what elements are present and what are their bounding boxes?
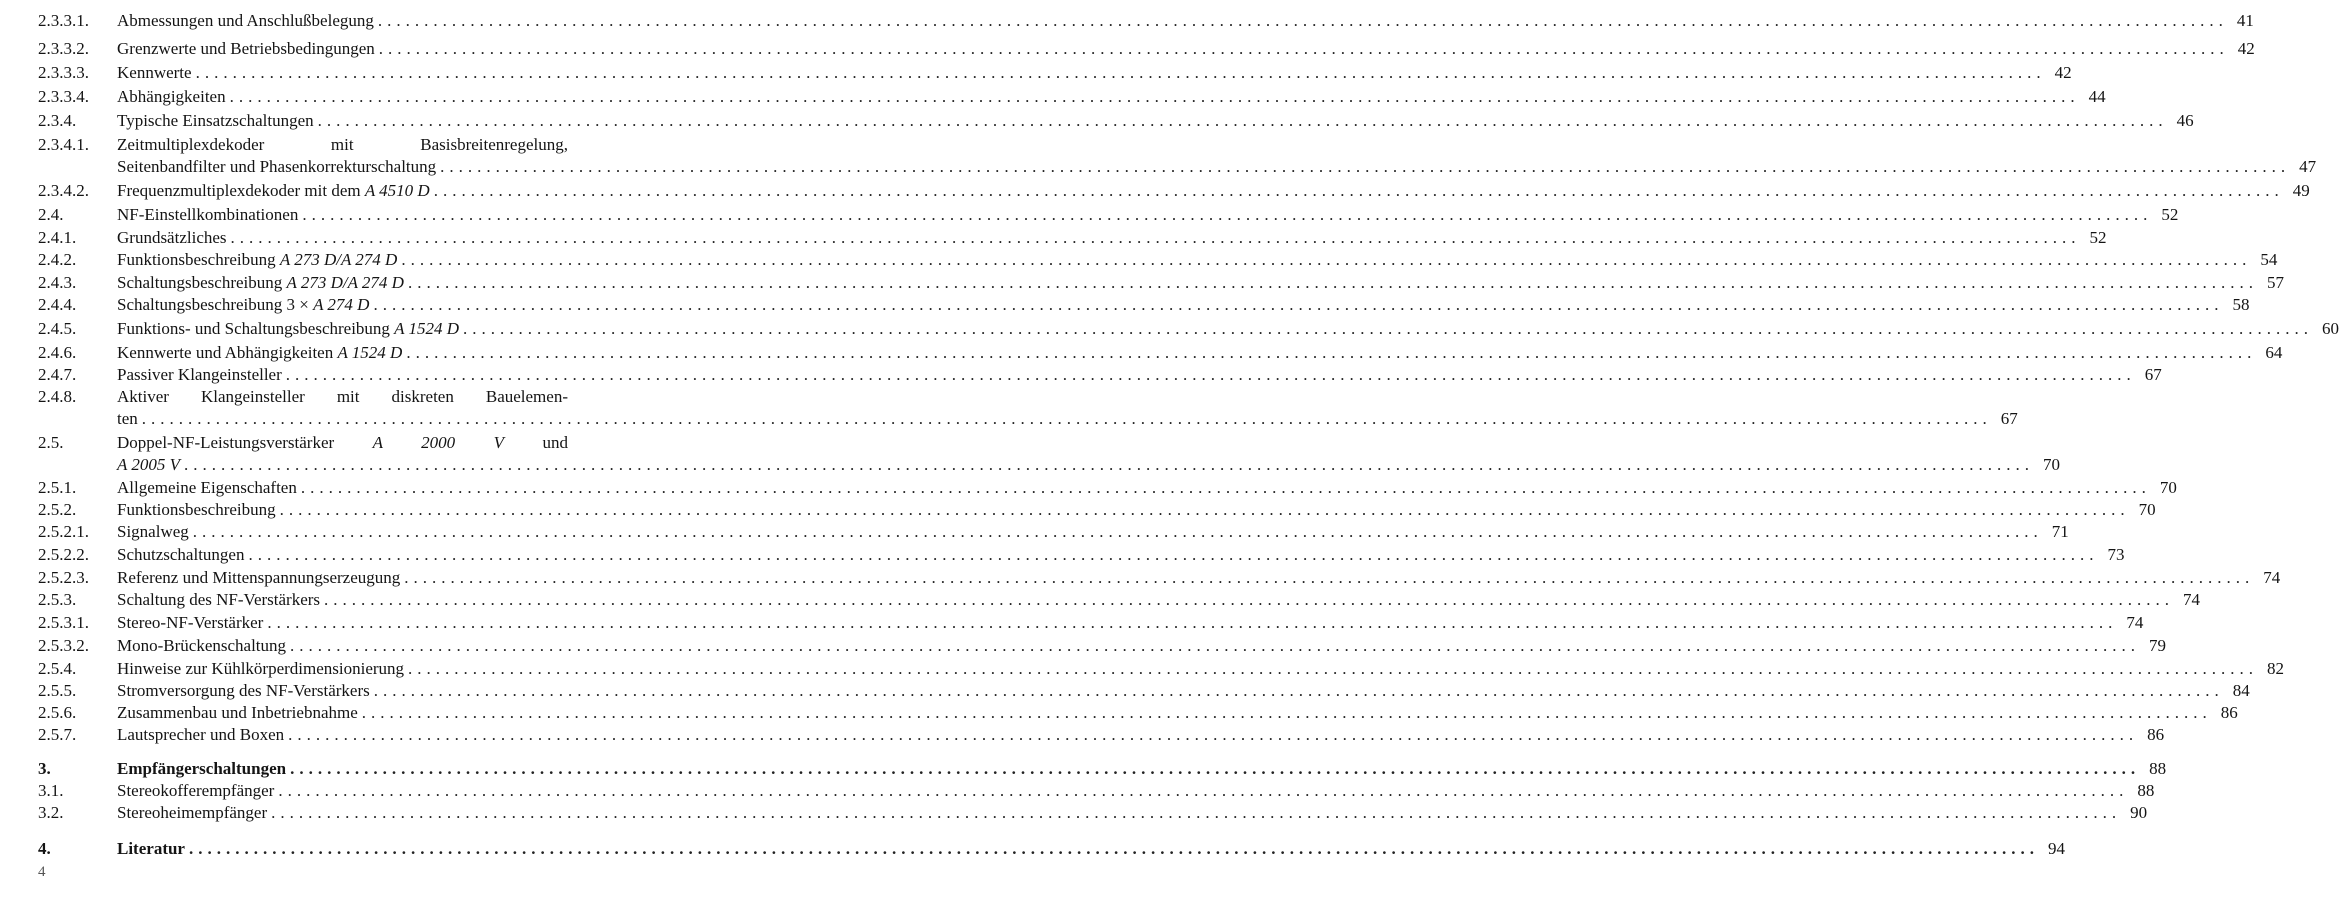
section-number: 2.3.4.2.	[38, 181, 89, 200]
page-number: 70	[2138, 500, 2156, 519]
page-number: 73	[2107, 545, 2125, 564]
page-number: 44	[2088, 87, 2106, 106]
page-number: 82	[2267, 659, 2285, 678]
leader-dots: ........................................................................................................................................................................................................	[407, 273, 2258, 292]
section-title: Stereo-NF-Verstärker	[117, 613, 264, 632]
leader-dots: ........................................................................................................................................................................................................	[267, 613, 2118, 632]
page-number: 90	[2130, 803, 2148, 822]
section-title: Lautsprecher und Boxen	[117, 725, 285, 744]
leader-dots: ........................................................................................................................................................................................................	[183, 455, 2034, 474]
page-number: 42	[2054, 63, 2072, 82]
section-number: 2.4.6.	[38, 343, 77, 362]
leader-dots: ........................................................................................................................................................................................................	[248, 545, 2099, 564]
page-number: 49	[2292, 181, 2310, 200]
leader-dots: ........................................................................................................................................................................................................	[288, 725, 2139, 744]
section-title: Grundsätzliches	[117, 228, 227, 247]
section-number: 3.	[38, 759, 51, 778]
section-title: Kennwerte und Abhängigkeiten A 1524 D	[117, 343, 403, 362]
leader-dots: ........................................................................................................................................................................................................	[188, 839, 2039, 858]
leader-dots: ........................................................................................................................................................................................................	[401, 250, 2252, 269]
section-title: Signalweg	[117, 522, 189, 541]
section-title: Kennwerte	[117, 63, 192, 82]
section-title: Empfängerschaltungen	[117, 759, 287, 778]
leader-dots: ........................................................................................................................................................................................................	[463, 319, 2314, 338]
section-title: Seitenbandfilter und Phasenkorrekturschaltung	[117, 157, 437, 176]
section-number: 2.5.7.	[38, 725, 77, 744]
section-title: Literatur	[117, 839, 185, 858]
page-number: 67	[2000, 409, 2018, 428]
section-number: 2.5.	[38, 433, 64, 452]
section-number: 2.5.6.	[38, 703, 77, 722]
section-number: 2.3.4.1.	[38, 135, 89, 154]
leader-dots: ........................................................................................................................................................................................................	[406, 343, 2257, 362]
section-title: Stereokofferempfänger	[117, 781, 275, 800]
page-number: 41	[2236, 11, 2254, 30]
section-number: 2.4.3.	[38, 273, 77, 292]
leader-dots: ........................................................................................................................................................................................................	[285, 365, 2136, 384]
leader-dots: ........................................................................................................................................................................................................	[230, 228, 2081, 247]
section-number: 2.5.2.	[38, 500, 77, 519]
section-number: 2.4.7.	[38, 365, 77, 384]
page-number: 74	[2263, 568, 2281, 587]
section-title: Hinweise zur Kühlkörperdimensionierung	[117, 659, 405, 678]
section-number: 2.4.4.	[38, 295, 77, 314]
section-title: Funktionsbeschreibung A 273 D/A 274 D	[117, 250, 398, 269]
page-number: 84	[2232, 681, 2250, 700]
section-title-line: Aktiver Klangeinsteller mit diskreten Bauelemen-	[117, 387, 568, 406]
section-title: Referenz und Mittenspannungserzeugung	[117, 568, 401, 587]
page-number: 71	[2051, 522, 2069, 541]
section-number: 2.3.3.3.	[38, 63, 89, 82]
page-number: 42	[2237, 39, 2255, 58]
section-number: 2.5.3.	[38, 590, 77, 609]
leader-dots: ........................................................................................................................................................................................................	[271, 803, 2122, 822]
page-number: 86	[2220, 703, 2238, 722]
leader-dots: ........................................................................................................................................................................................................	[141, 409, 1992, 428]
section-title: Schaltung des NF-Verstärkers	[117, 590, 321, 609]
page-number: 52	[2089, 228, 2107, 247]
page-number: 57	[2266, 273, 2284, 292]
page-number: 70	[2042, 455, 2060, 474]
section-title: Abmessungen und Anschlußbelegung	[117, 11, 374, 30]
section-number: 2.3.3.1.	[38, 11, 89, 30]
leader-dots: ........................................................................................................................................................................................................	[278, 781, 2129, 800]
leader-dots: ........................................................................................................................................................................................................	[229, 87, 2080, 106]
page-number: 47	[2299, 157, 2317, 176]
section-title: NF-Einstellkombinationen	[117, 205, 299, 224]
section-number: 2.5.1.	[38, 478, 77, 497]
leader-dots: ........................................................................................................................................................................................................	[195, 63, 2046, 82]
section-title: Schaltungsbeschreibung A 273 D/A 274 D	[117, 273, 404, 292]
page-number: 86	[2147, 725, 2165, 744]
leader-dots: ........................................................................................................................................................................................................	[378, 39, 2229, 58]
leader-dots: ........................................................................................................................................................................................................	[290, 759, 2141, 778]
section-title: Stromversorgung des NF-Verstärkers	[117, 681, 370, 700]
leader-dots: ........................................................................................................................................................................................................	[361, 703, 2212, 722]
page-number: 67	[2144, 365, 2162, 384]
section-number: 3.1.	[38, 781, 64, 800]
page-number: 52	[2161, 205, 2179, 224]
leader-dots: ........................................................................................................................................................................................................	[290, 636, 2141, 655]
leader-dots: ........................................................................................................................................................................................................	[377, 11, 2228, 30]
section-number: 2.5.3.2.	[38, 636, 89, 655]
section-title: Passiver Klangeinsteller	[117, 365, 282, 384]
section-title: Typische Einsatzschaltungen	[117, 111, 314, 130]
leader-dots: ........................................................................................................................................................................................................	[279, 500, 2130, 519]
section-number: 2.4.2.	[38, 250, 77, 269]
page-number: 60	[2322, 319, 2339, 338]
page-number: 88	[2137, 781, 2155, 800]
section-number: 3.2.	[38, 803, 64, 822]
leader-dots: ........................................................................................................................................................................................................	[433, 181, 2284, 200]
page-number: 70	[2159, 478, 2177, 497]
leader-dots: ........................................................................................................................................................................................................	[300, 478, 2151, 497]
section-title: Grenzwerte und Betriebsbedingungen	[117, 39, 375, 58]
leader-dots: ........................................................................................................................................................................................................	[192, 522, 2043, 541]
leader-dots: ........................................................................................................................................................................................................	[404, 568, 2255, 587]
leader-dots: ........................................................................................................................................................................................................	[317, 111, 2168, 130]
section-title: Zusammenbau und Inbetriebnahme	[117, 703, 358, 722]
page-number: 54	[2260, 250, 2278, 269]
section-number: 4.	[38, 839, 51, 858]
section-number: 2.4.1.	[38, 228, 77, 247]
section-title: Funktions- und Schaltungsbeschreibung A 1524 D	[117, 319, 460, 338]
section-title-line: Doppel-NF-Leistungsverstärker A 2000 V und	[117, 433, 569, 452]
section-title-line: Zeitmultiplexdekoder mit Basisbreitenregelung,	[117, 135, 568, 154]
leader-dots: ........................................................................................................................................................................................................	[440, 157, 2291, 176]
section-number: 2.5.2.1.	[38, 522, 89, 541]
section-number: 2.4.5.	[38, 319, 77, 338]
page-number: 74	[2183, 590, 2201, 609]
section-number: 2.5.2.3.	[38, 568, 89, 587]
page-number: 74	[2126, 613, 2144, 632]
section-number: 2.3.3.2.	[38, 39, 89, 58]
section-title: Mono-Brückenschaltung	[117, 636, 287, 655]
leader-dots: ........................................................................................................................................................................................................	[373, 295, 2224, 314]
section-number: 2.3.4.	[38, 111, 77, 130]
section-title: Abhängigkeiten	[117, 87, 226, 106]
page-number: 46	[2176, 111, 2194, 130]
section-title: Allgemeine Eigenschaften	[117, 478, 297, 497]
section-number: 2.5.2.2.	[38, 545, 89, 564]
section-title: Schutzschaltungen	[117, 545, 245, 564]
page-number: 64	[2265, 343, 2283, 362]
section-number: 2.4.8.	[38, 387, 77, 406]
leader-dots: ........................................................................................................................................................................................................	[373, 681, 2224, 700]
section-number: 2.4.	[38, 205, 64, 224]
section-title: Stereoheimempfänger	[117, 803, 268, 822]
section-number: 2.5.4.	[38, 659, 77, 678]
section-title: Frequenzmultiplexdekoder mit dem A 4510 D	[117, 181, 430, 200]
section-number: 2.3.3.4.	[38, 87, 89, 106]
section-number: 2.5.5.	[38, 681, 77, 700]
leader-dots: ........................................................................................................................................................................................................	[324, 590, 2175, 609]
page-number: 88	[2149, 759, 2167, 778]
leader-dots: ........................................................................................................................................................................................................	[302, 205, 2153, 224]
page-number: 79	[2149, 636, 2167, 655]
section-title: Funktionsbeschreibung	[117, 500, 276, 519]
page-number: 94	[2047, 839, 2065, 858]
section-title: ten	[117, 409, 138, 428]
leader-dots: ........................................................................................................................................................................................................	[408, 659, 2259, 678]
section-number: 2.5.3.1.	[38, 613, 89, 632]
page-folio: 4	[38, 864, 46, 880]
section-title: A 2005 V	[117, 455, 180, 474]
section-title: Schaltungsbeschreibung 3 × A 274 D	[117, 295, 370, 314]
page-number: 58	[2232, 295, 2250, 314]
